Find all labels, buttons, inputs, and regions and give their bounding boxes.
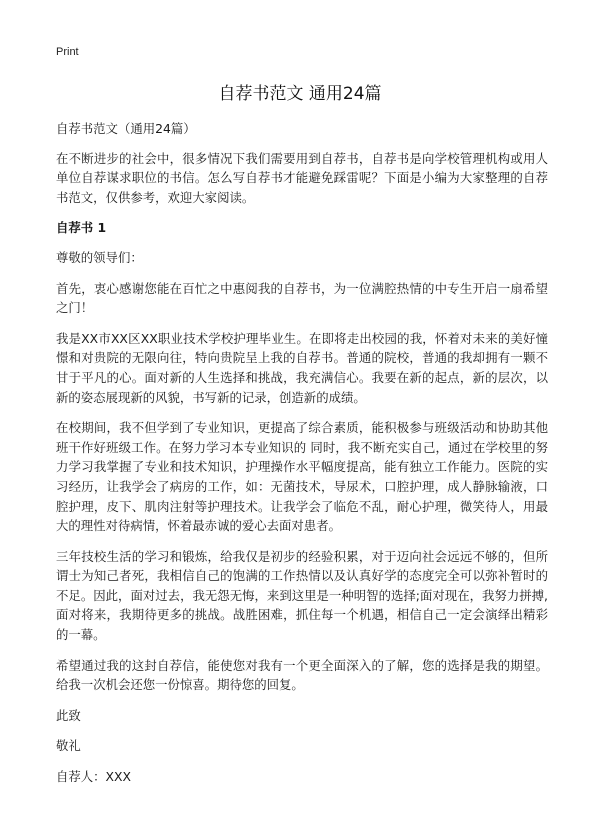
signature: 自荐人：XXX xyxy=(56,769,132,785)
document-subtitle: 自荐书范文（通用24篇） xyxy=(56,121,196,136)
intro-paragraph: 在不断进步的社会中，很多情况下我们需要用到自荐书，自荐书是向学校管理机构或用人单位自荐谋求职位的书信。怎么写自荐书才能避免踩雷呢？下面是小编为大家整理的自荐书范文，仅供参考，欢迎大家阅读。 xyxy=(56,150,548,205)
closing-line: 此致 xyxy=(56,707,81,723)
body-paragraph: 在校期间，我不但学到了专业知识，更提高了综合素质，能积极参与班级活动和协助其他班干作好班级工作。在努力学习本专业知识的 同时，我不断充实自己，通过在学校里的努力学习我掌握了专业和技术知识，护理操作水平幅度提高，能有独立工作能力。医院的实习经历，让我学会了病房的工作，如：无菌技术，导尿术，口腔护理，成人静脉输液，口腔护理，皮下、肌肉注射等护理技术。让我学会了临危不乱，耐心护理，微笑待人，用最大的理性对待病情，怀着最赤诚的爱心去面对患者。 xyxy=(56,420,548,534)
body-paragraph: 三年技校生活的学习和锻炼，给我仅是初步的经验积累，对于迈向社会远远不够的，但所谓士为知己者死，我相信自己的饱满的工作热情以及认真好学的态度完全可以弥补暂时的不足。因此，面对过去，我无怨无悔，来到这里是一种明智的选择;面对现在，我努力拼搏,面对将来，我期待更多的挑战。战胜困难，抓住每一个机遇，相信自己一定会演绎出精彩的一幕。 xyxy=(56,548,548,643)
salutation: 尊敬的领导们： xyxy=(56,249,143,265)
closing-salute: 敬礼 xyxy=(56,738,81,754)
print-link[interactable]: Print xyxy=(56,46,79,58)
body-paragraph: 首先，衷心感谢您能在百忙之中惠阅我的自荐书，为一位满腔热情的中专生开启一扇希望之门！ xyxy=(56,280,548,316)
document-body xyxy=(56,119,548,798)
body-paragraph: 我是XX市XX区XX职业技术学校护理毕业生。在即将走出校园的我，怀着对未来的美好憧憬和对贵院的无限向往，特向贵院呈上我的自荐书。普通的院校，普通的我却拥有一颗不甘于平凡的心。面对新的人生选择和挑战，我充满信心。我要在新的起点，新的层次，以新的姿态展现新的风貌，书写新的记录，创造新的成绩。 xyxy=(56,330,548,405)
body-paragraph: 希望通过我的这封自荐信，能使您对我有一个更全面深入的了解，您的选择是我的期望。给我一次机会还您一份惊喜。期待您的回复。 xyxy=(56,657,548,693)
section-heading: 自荐书 1 xyxy=(56,220,107,236)
page-title: 自荐书范文 通用24篇 xyxy=(218,84,382,104)
